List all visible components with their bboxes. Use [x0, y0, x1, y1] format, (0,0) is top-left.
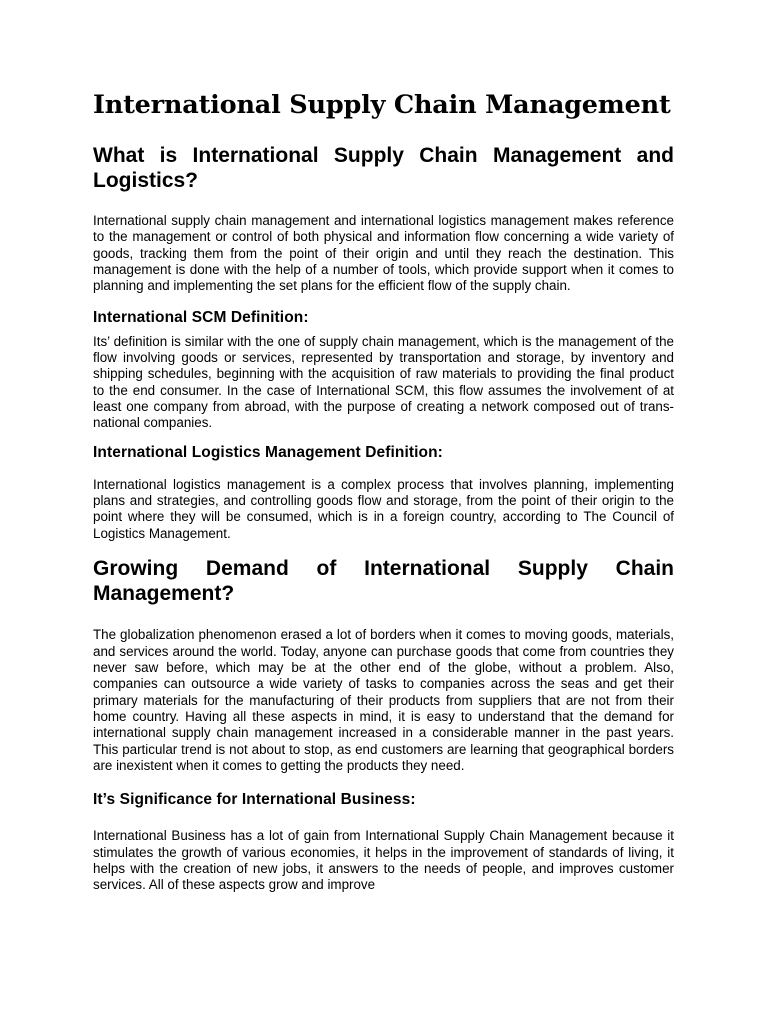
section-paragraph-growing-demand: The globalization phenomenon erased a lot of borders when it comes to moving goods, materials, and services around the world. Today, anyone can purchase goods that come from countries they never saw before, which may be at the other end of the globe, without a problem. Also, companies can outsource a wide variety of tasks to companies across the seas and get their primary materials for the manufacturing of their products from suppliers that are not from their home country. Having all these aspects in mind, it is easy to understand that the demand for international supply chain management increased in a considerable manner in the past years. This particular trend is not about to stop, as end customers are learning that geographical borders are inexistent when it comes to getting the products they need. — [93, 627, 674, 773]
section-heading-logistics-definition: International Logistics Management Definition: — [93, 443, 443, 461]
section-paragraph-significance: International Business has a lot of gain from International Supply Chain Management because it stimulates the growth of various economies, it helps in the improvement of standards of living, it helps with the creation of new jobs, it answers to the needs of people, and improves customer services. All of these aspects grow and improve — [93, 828, 674, 893]
document-content — [93, 86, 674, 894]
section-heading-scm-definition: International SCM Definition: — [93, 308, 309, 326]
section-paragraph-logistics-definition: International logistics management is a complex process that involves planning, implementing plans and strategies, and controlling goods flow and storage, from the point of their origin to the point where they will be consumed, which is in a foreign country, according to The Council of Logistics Management. — [93, 476, 674, 541]
section-paragraph-what-is-iscm: International supply chain management and international logistics management makes reference to the management or control of both physical and information flow concerning a wide variety of goods, tracking them from the point of their origin and until they reach the destination. This management is done with the help of a number of tools, which provide support when it comes to planning and implementing the set plans for the efficient flow of the supply chain. — [93, 213, 674, 294]
section-heading-what-is-iscm: What is International Supply Chain Management and Logistics? — [93, 144, 674, 192]
document-title: International Supply Chain Management — [93, 90, 671, 120]
section-heading-significance: It’s Significance for International Business: — [93, 791, 416, 809]
section-heading-growing-demand: Growing Demand of International Supply Chain Management? — [93, 557, 674, 606]
section-paragraph-scm-definition: Its’ definition is similar with the one of supply chain management, which is the management of the flow involving goods or services, represented by transportation and storage, by inventory and shipping schedules, beginning with the acquisition of raw materials to providing the final product to the end consumer. In the case of International SCM, this flow assumes the involvement of at least one company from abroad, with the purpose of creating a network composed out of trans-national companies. — [93, 333, 674, 431]
